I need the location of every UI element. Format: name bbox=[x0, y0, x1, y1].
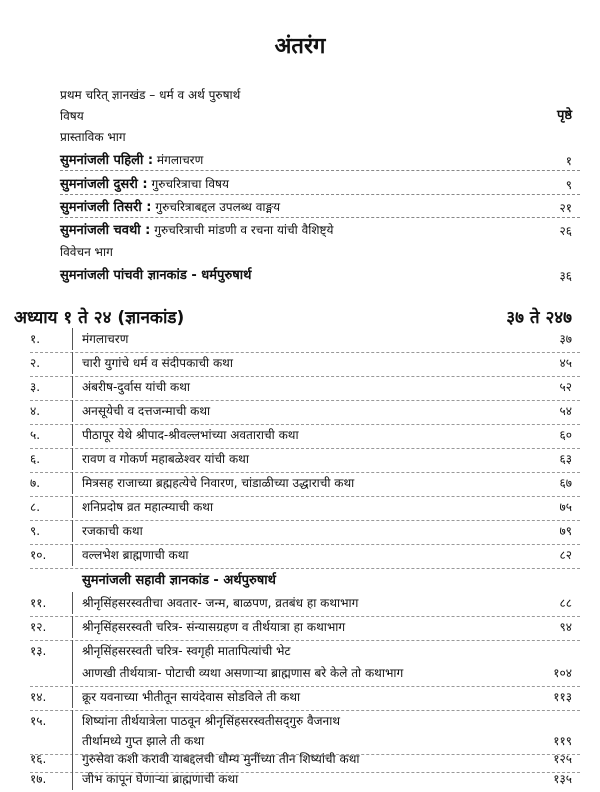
page-title: अंतरंग bbox=[274, 34, 326, 59]
intro-entry-3: सुमनांजली तिसरी : गुरुचरित्राबद्दल उपलब्ध वाङ्मय bbox=[60, 200, 281, 215]
chapters-heading bbox=[14, 305, 580, 328]
subject-label: विषय bbox=[60, 109, 84, 123]
chapters-heading-range: ३७ ते २४७ bbox=[506, 308, 572, 328]
chapter-row-continued: तीर्थामध्ये गुप्त झाले ती कथा ११९ bbox=[30, 732, 580, 755]
intro-entry-3-page: २१ bbox=[559, 201, 572, 215]
divider bbox=[60, 194, 580, 195]
sixth-offering-heading: सुमनांजली सहावी ज्ञानकांड - अर्थपुरुषार्थ bbox=[82, 573, 276, 588]
chapter-row: ८. शनिप्रदोष व्रत महात्म्याची कथा ७५ bbox=[30, 498, 580, 521]
divider bbox=[60, 217, 580, 218]
chapter-row-continued: आणखी तीर्थयात्रा- पोटाची व्यथा असणाऱ्या ब्राह्मणास बरे केले तो कथाभाग १०४ bbox=[30, 664, 580, 687]
fifth-offering: सुमनांजली पांचवी ज्ञानकांड - धर्मपुरुषार्थ bbox=[60, 268, 252, 283]
chapter-row: ११. श्रीनृसिंहसरस्वतीचा अवतार- जन्म, बाळपण, व्रतबंध हा कथाभाग ८८ bbox=[30, 594, 580, 617]
chapter-row: २. चारी युगांचे धर्म व संदीपकाची कथा ४५ bbox=[30, 354, 580, 377]
chapter-row: ५. पीठापूर येथे श्रीपाद-श्रीवल्लभांच्या अवताराची कथा ६० bbox=[30, 426, 580, 449]
part-title: प्रथम चरित् ज्ञानखंड – धर्म व अर्थ पुरुषार्थ bbox=[60, 88, 241, 102]
pages-label: पृष्ठे bbox=[556, 108, 572, 123]
chapter-row: १६. गुरुसेवा कशी करावी याबद्दलची धौम्य मुनींच्या तीन शिष्यांची कथा १२५ bbox=[30, 750, 580, 773]
chapter-row: ७. मित्रसह राजाच्या ब्रह्महत्येचे निवारण, चांडाळीच्या उद्धाराची कथा ६७ bbox=[30, 474, 580, 497]
chapter-row: १. मंगलाचरण ३७ bbox=[30, 330, 580, 353]
intro-entry-2-page: ९ bbox=[565, 178, 572, 192]
chapter-row: १४. क्रूर यवनाच्या भीतीतून सायंदेवास सोडविले ती कथा ११३ bbox=[30, 688, 580, 711]
divider bbox=[60, 170, 580, 171]
chapter-row: ९. रजकाची कथा ७९ bbox=[30, 522, 580, 545]
intro-entry-2: सुमनांजली दुसरी : गुरुचरित्राचा विषय bbox=[60, 177, 229, 192]
chapter-row: १३. श्रीनृसिंहसरस्वती चरित्र- स्वगृही मातापित्यांची भेट bbox=[30, 642, 580, 664]
analysis-label: विवेचन भाग bbox=[60, 245, 113, 259]
prelim-label: प्रास्ताविक भाग bbox=[60, 130, 126, 144]
intro-entry-1-page: १ bbox=[565, 154, 572, 168]
chapter-row: ३. अंबरीष-दुर्वास यांची कथा ५२ bbox=[30, 378, 580, 401]
chapters-heading-label: अध्याय १ ते २४ (ज्ञानकांड) bbox=[14, 308, 185, 328]
chapter-row: १७. जीभ कापून घेणाऱ्या ब्राह्मणाची कथा १३५ bbox=[30, 770, 580, 792]
chapter-row: १०. वल्लभेश ब्राह्मणाची कथा ८२ bbox=[30, 546, 580, 569]
intro-entry-4: सुमनांजली चवथी : गुरुचरित्राची मांडणी व रचना यांची वैशिष्ट्ये bbox=[60, 223, 334, 238]
chapter-row: ६. रावण व गोकर्ण महाबळेश्वर यांची कथा ६३ bbox=[30, 450, 580, 473]
intro-entry-1: सुमनांजली पहिली : मंगलाचरण bbox=[60, 153, 204, 168]
chapter-row: १२. श्रीनृसिंहसरस्वती चरित्र- संन्यासग्रहण व तीर्थयात्रा हा कथाभाग ९४ bbox=[30, 618, 580, 641]
chapter-row: १५. शिष्यांना तीर्थयात्रेला पाठवून श्रीनृसिंहसरस्वतीसद्‌गुरु वैजनाथ bbox=[30, 712, 580, 734]
intro-entry-4-page: २६ bbox=[559, 224, 572, 238]
fifth-offering-page: ३६ bbox=[559, 269, 572, 283]
chapter-row: ४. अनसूयेची व दत्तजन्माची कथा ५४ bbox=[30, 402, 580, 425]
